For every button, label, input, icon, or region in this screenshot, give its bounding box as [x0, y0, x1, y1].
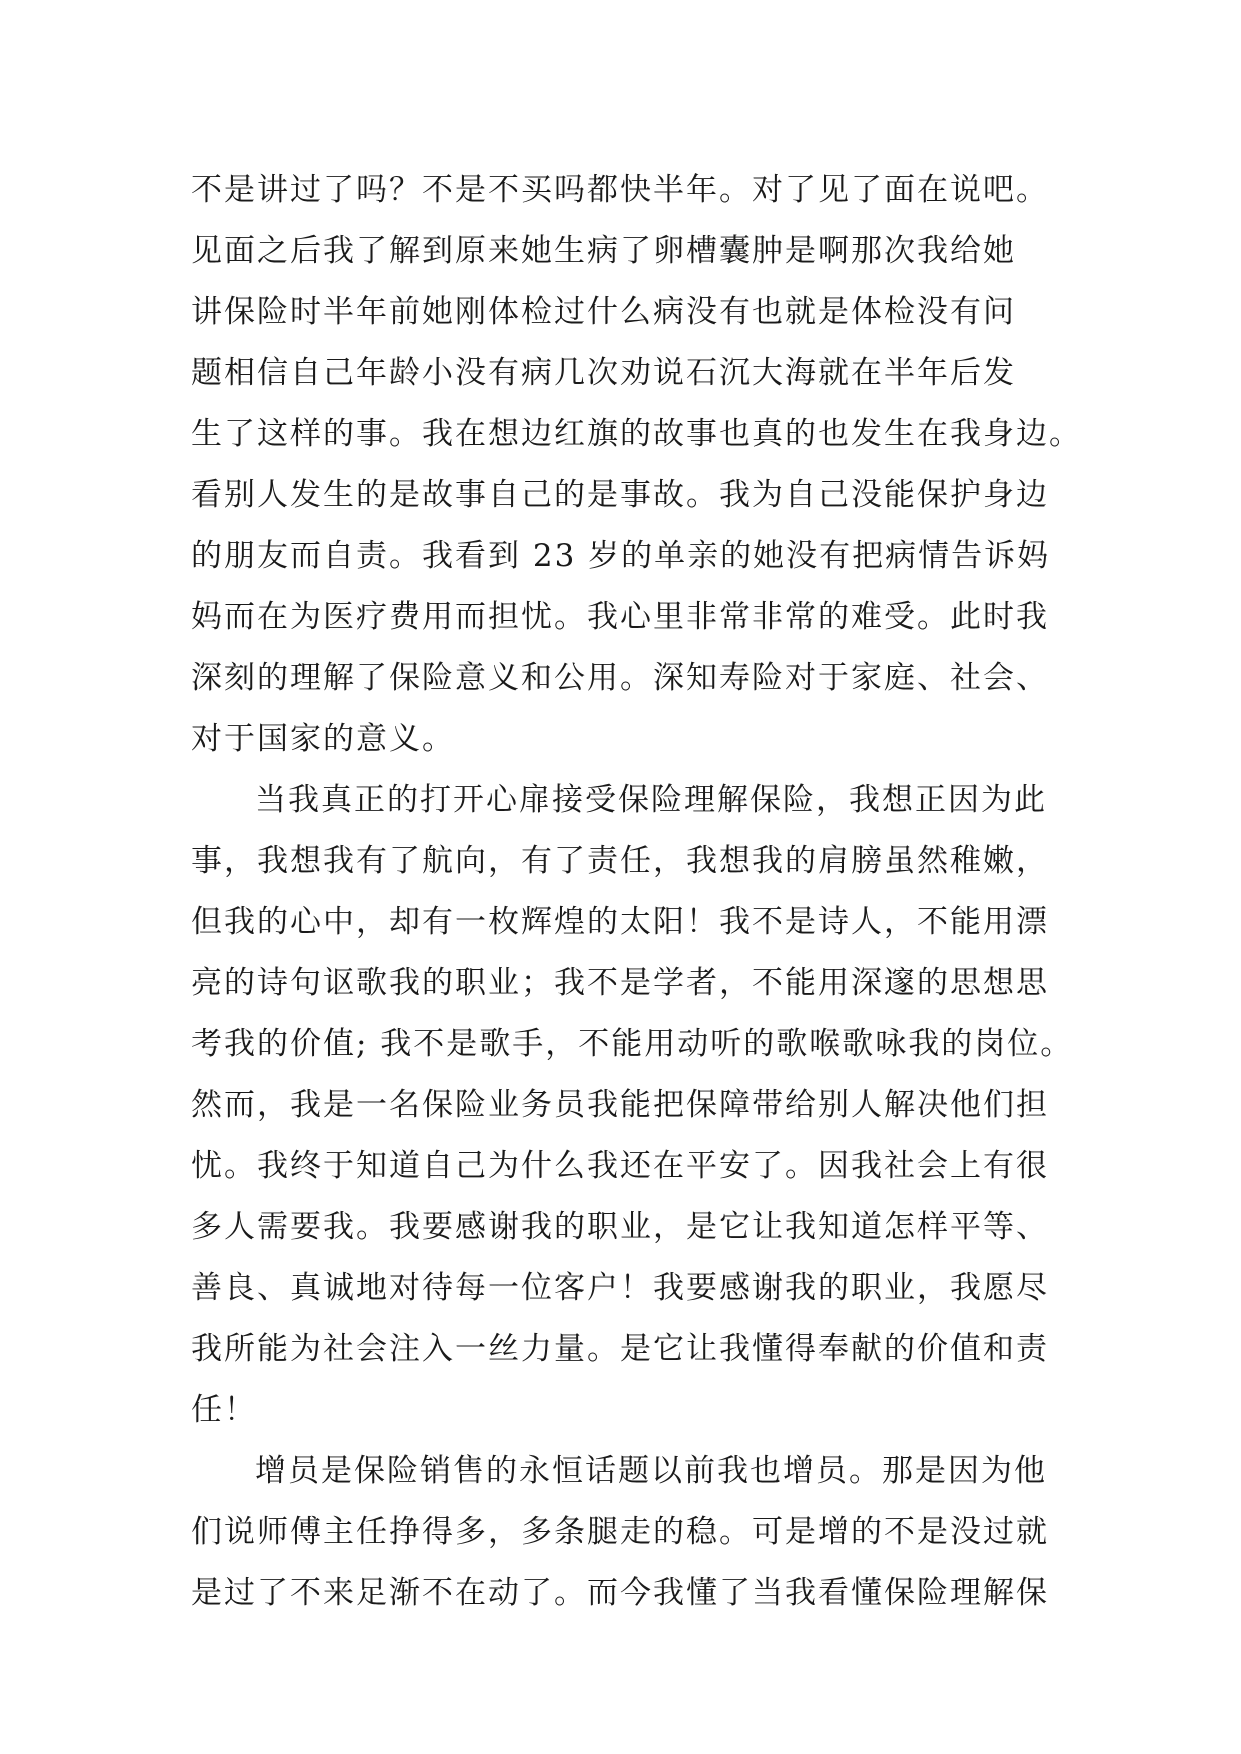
text-line: 题相信自己年龄小没有病几次劝说石沉大海就在半年后发: [191, 355, 1016, 391]
text-line: 忧。我终于知道自己为什么我还在平安了。因我社会上有很: [191, 1148, 1049, 1184]
text-line: 是过了不来足渐不在动了。而今我懂了当我看懂保险理解保: [191, 1575, 1049, 1611]
text-line: 我所能为社会注入一丝力量。是它让我懂得奉献的价值和责: [191, 1331, 1049, 1367]
text-line: 的朋友而自责。我看到 23 岁的单亲的她没有把病情告诉妈: [191, 538, 1051, 574]
text-line: 生了这样的事。我在想边红旗的故事也真的也发生在我身边。: [191, 416, 1082, 452]
text-line: 不是讲过了吗？不是不买吗都快半年。对了见了面在说吧。: [191, 172, 1049, 208]
text-line: 讲保险时半年前她刚体检过什么病没有也就是体检没有问: [191, 294, 1016, 330]
text-line: 看别人发生的是故事自己的是事故。我为自己没能保护身边: [191, 477, 1049, 513]
text-line: 对于国家的意义。: [191, 721, 455, 757]
text-line: 考我的价值; 我不是歌手，不能用动听的歌喉歌咏我的岗位。: [191, 1026, 1074, 1062]
body-text: [191, 160, 1082, 1624]
text-line: 妈而在为医疗费用而担忧。我心里非常非常的难受。此时我: [191, 599, 1049, 635]
text-line: 们说师傅主任挣得多，多条腿走的稳。可是增的不是没过就: [191, 1514, 1049, 1550]
text-line: 亮的诗句讴歌我的职业；我不是学者，不能用深邃的思想思: [191, 965, 1049, 1001]
text-line: 见面之后我了解到原来她生病了卵槽囊肿是啊那次我给她: [191, 233, 1016, 269]
text-line: 事，我想我有了航向，有了责任，我想我的肩膀虽然稚嫩，: [191, 843, 1049, 879]
text-line: 善良、真诚地对待每一位客户！我要感谢我的职业，我愿尽: [191, 1270, 1049, 1306]
text-line: 但我的心中，却有一枚辉煌的太阳！我不是诗人，不能用漂: [191, 904, 1049, 940]
text-line: 然而，我是一名保险业务员我能把保障带给别人解决他们担: [191, 1087, 1049, 1123]
text-line: 任！: [191, 1392, 257, 1428]
paragraph-start-line: 当我真正的打开心扉接受保险理解保险，我想正因为此: [255, 782, 1047, 818]
paragraph-start-line: 增员是保险销售的永恒话题以前我也增员。那是因为他: [255, 1453, 1047, 1489]
text-line: 深刻的理解了保险意义和公用。深知寿险对于家庭、社会、: [191, 660, 1049, 696]
text-line: 多人需要我。我要感谢我的职业，是它让我知道怎样平等、: [191, 1209, 1049, 1245]
